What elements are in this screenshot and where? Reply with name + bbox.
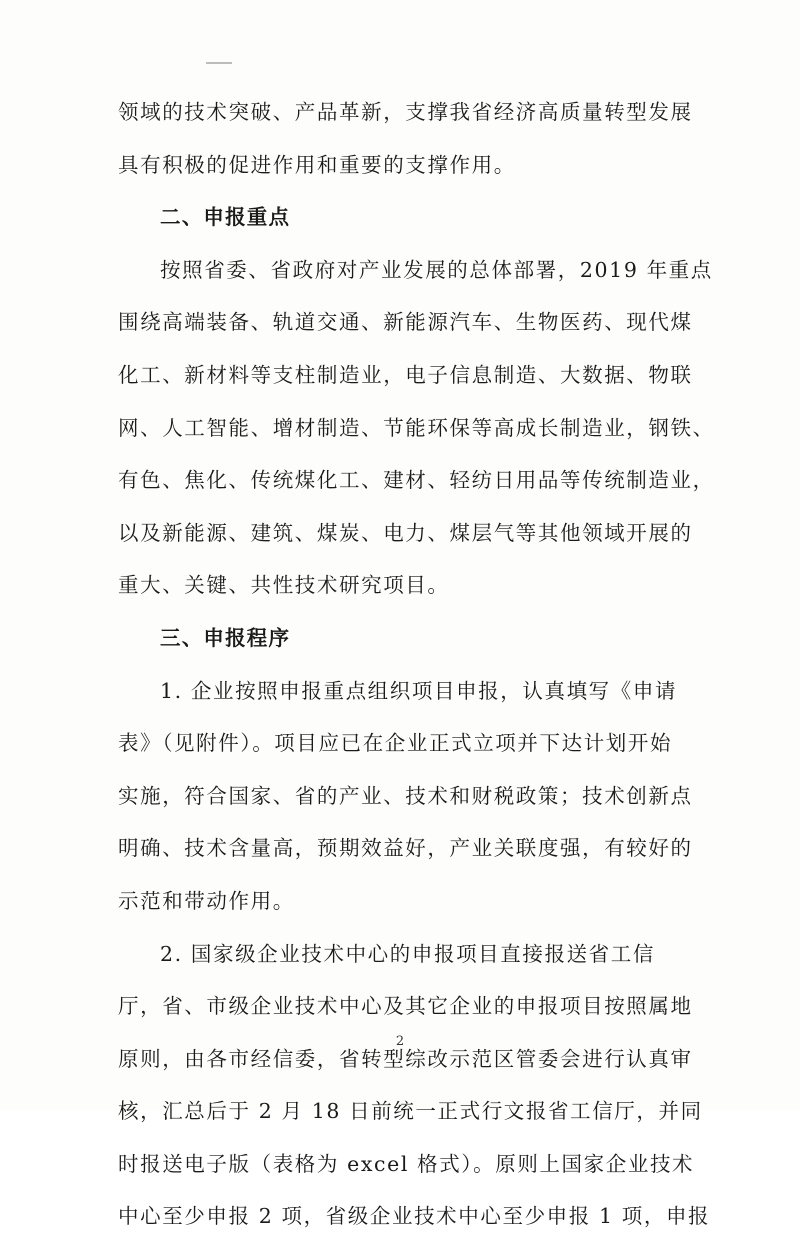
paragraph-line: 明确、技术含量高，预期效益好，产业关联度强，有较好的 (118, 836, 693, 861)
scan-mark (206, 62, 232, 64)
page-number: 2 (395, 1034, 405, 1049)
paragraph-line: 有色、焦化、传统煤化工、建材、轻纺日用品等传统制造业， (118, 468, 715, 493)
paragraph-line: 实施，符合国家、省的产业、技术和财税政策；技术创新点 (118, 783, 693, 808)
paragraph-line: 按照省委、省政府对产业发展的总体部署，2019 年重点 (160, 257, 713, 282)
paragraph-line: 网、人工智能、增材制造、节能环保等高成长制造业，钢铁、 (118, 415, 715, 440)
paragraph-line: 以及新能源、建筑、煤炭、电力、煤层气等其他领域开展的 (118, 520, 693, 545)
paragraph-line: 原则，由各市经信委，省转型综改示范区管委会进行认真审 (118, 1046, 693, 1071)
paragraph-line: 1. 企业按照申报重点组织项目申报，认真填写《申请 (160, 678, 678, 703)
paragraph-line: 核，汇总后于 2 月 18 日前统一正式行文报省工信厅，并同 (118, 1099, 703, 1124)
paragraph-line: 示范和带动作用。 (118, 888, 295, 913)
paragraph-line: 表》（见附件）。项目应已在企业正式立项并下达计划开始 (118, 731, 673, 756)
body-text (118, 86, 715, 1243)
paragraph-line: 具有积极的促进作用和重要的支撑作用。 (118, 152, 516, 177)
paragraph-line: 厅，省、市级企业技术中心及其它企业的申报项目按照属地 (118, 994, 693, 1019)
paragraph-line: 时报送电子版（表格为 excel 格式）。原则上国家企业技术 (118, 1151, 695, 1176)
section-heading: 二、申报重点 (160, 205, 291, 230)
paragraph-line: 中心至少申报 2 项，省级企业技术中心至少申报 1 项，申报 (118, 1204, 711, 1229)
paragraph-line: 2. 国家级企业技术中心的申报项目直接报送省工信 (160, 941, 655, 966)
paragraph-line: 领域的技术突破、产品革新，支撑我省经济高质量转型发展 (118, 100, 693, 124)
paragraph-line: 化工、新材料等支柱制造业，电子信息制造、大数据、物联 (118, 362, 693, 387)
section-heading: 三、申报程序 (160, 625, 291, 650)
paragraph-line: 重大、关键、共性技术研究项目。 (118, 573, 450, 598)
paragraph-line: 围绕高端装备、轨道交通、新能源汽车、生物医药、现代煤 (118, 310, 693, 335)
